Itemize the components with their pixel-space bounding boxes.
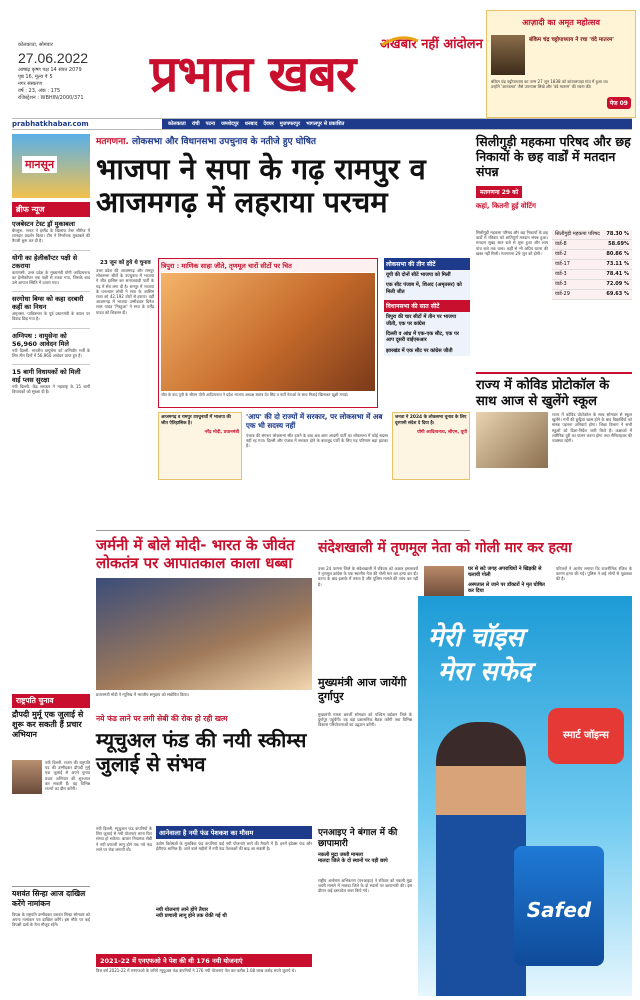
quote-yogi bbox=[392, 412, 470, 480]
sebi-footer-body: वित्त वर्ष 2021-22 में एनएफओ के जरिये म्यूचुअल फंड कंपनियों ने 176 नयी योजनाएं पेश कर करीब 1.08 लाख करोड़ रुपये जुटाये थे। bbox=[96, 968, 296, 973]
vidhan-bullet: त्रिपुरा की चार सीटों में तीन पर भाजपा जीती, एक पर कांग्रेस bbox=[386, 314, 457, 327]
nav-dhanbad[interactable]: धनबाद bbox=[244, 121, 258, 127]
sebi-footer: 2021-22 में एनएफओ ने पेश की थी 176 नयी योजनाएं bbox=[96, 954, 312, 967]
brief-title: सरगोधा बिग्स को कहा दरबारी कहीं का निधन bbox=[12, 295, 84, 312]
president-body: नयी दिल्ली. राजग की राष्ट्रपति पद की उम्मीदवार द्रौपदी मुर्मू एक जुलाई से अपने चुनाव प्रचार अभियान की शुरुआत कर सकती हैं। वह विभिन्न राज्यों का दौरा करेंगी। bbox=[12, 760, 90, 880]
nav-deoghar[interactable]: देवघर bbox=[263, 121, 274, 127]
logo[interactable] bbox=[150, 44, 480, 104]
sandeshkhali-headline[interactable]: संदेशखाली में तृणमूल नेता को गोली मार कर हत्या bbox=[318, 540, 572, 556]
brief-item-1[interactable] bbox=[12, 250, 90, 286]
nia-bullets bbox=[318, 852, 412, 865]
result-value: 78.41 % bbox=[606, 271, 629, 277]
sandeshkhali-body-2: परिजनों ने आरोप लगाया कि राजनीतिक रंजिश के कारण हत्या की गई। पुलिस ने कई लोगों से पूछताछ की है। bbox=[556, 566, 632, 582]
sebi-headline: म्यूचुअल फंड की नयी स्कीम्स जुलाई से संभव bbox=[96, 728, 307, 776]
masthead-meta bbox=[18, 42, 138, 102]
quote-author: नरेंद्र मोदी, प्रधानमंत्री bbox=[204, 430, 239, 436]
nav-links bbox=[162, 119, 632, 129]
result-row bbox=[552, 240, 632, 250]
left-column bbox=[12, 134, 90, 674]
brief-heading: ब्रीफ न्यूज bbox=[12, 202, 90, 217]
masthead bbox=[0, 0, 640, 118]
logo-swoosh-icon bbox=[380, 32, 420, 44]
sebi-bullet: नयी योजनाएं लाने होंगे तैयार bbox=[156, 907, 208, 913]
page-info: पृष्ठ 16, मूल्य ₹ 5 bbox=[18, 74, 53, 80]
sebi-body: नयी दिल्ली. म्यूचुअल फंड कंपनियों के लिए जुलाई से नयी योजनाएं लाना फिर संभव हो सकेगा। बाजार नियामक सेबी ने नयी प्रणाली लागू होने तक नये फंड लाने पर रोक लगायी थी। bbox=[96, 826, 152, 852]
brief-title: योगी का हेलीकॉप्टर पक्षी से टकराया bbox=[12, 253, 78, 270]
result-value: 69.63 % bbox=[606, 291, 629, 297]
sinha-body: विपक्ष के राष्ट्रपति उम्मीदवार यशवंत सिन्हा सोमवार को अपना नामांकन पत्र दाखिल करेंगे। इस मौके पर कई विपक्षी दलों के नेता मौजूद रहेंगे। bbox=[12, 912, 90, 928]
nav-bar bbox=[12, 118, 632, 130]
promo-body: बंकिम चंद्र चट्टोपाध्याय का जन्म 27 जून 1838 को कांठालपाड़ा गांव में हुआ था। उन्होंने 'आनंदमठ' जैसे उपन्यास लिखे और 'वंदे मातरम' की रचना की। bbox=[491, 79, 609, 90]
cm-durgapur-headline[interactable]: मुख्यमंत्री आज जायेंगी दुर्गापुर bbox=[318, 676, 407, 703]
tripura-caption: जीत के बाद यूपी के सीएम योगी आदित्यनाथ ने प्रदेश भाजपा अध्यक्ष स्वतंत्र देव सिंह व पार्टी नेताओं के साथ मिठाई खिलाकर खुशी मनाई। bbox=[161, 392, 349, 397]
murmu-photo bbox=[12, 760, 42, 794]
promo-subtitle: बंकिम चंद्र चट्टोपाध्याय ने रचा 'वंदे मातरम' bbox=[529, 37, 614, 43]
result-row bbox=[552, 250, 632, 260]
vidhan-bullet: दिल्ली व आंध्र में एक-एक सीट, एक पर आप दूसरी वाईएसआर bbox=[386, 331, 459, 344]
vidhan-title: विधानसभा की सात सीटें bbox=[384, 300, 470, 312]
sandeshkhali-bullet: अस्पताल ले जाने पर डॉक्टरों ने मृत घोषित कर दिया bbox=[468, 581, 545, 595]
germany-story[interactable] bbox=[96, 536, 312, 572]
result-label: वार्ड-17 bbox=[555, 261, 570, 267]
monsoon-title: मानसून bbox=[22, 156, 57, 173]
brief-body: वाराणसी. उत्तर प्रदेश के मुख्यमंत्री योगी आदित्यनाथ का हेलीकॉप्टर एक पक्षी से टकरा गया, जिसके बाद उसे आपात स्थिति में उतारा गया। bbox=[12, 269, 90, 286]
ad-model bbox=[436, 722, 526, 996]
nia-headline[interactable]: एनआइए ने बंगाल में की छापामारी bbox=[318, 828, 398, 849]
nav-muzaffarpur[interactable]: मुजफ्फरपुर bbox=[279, 121, 301, 127]
sebi-bullet: नयी प्रणाली लागू होने तक रोकी गई थी bbox=[156, 913, 227, 920]
brief-body: नयी दिल्ली. भारतीय वायुसेना को अग्निवीर भर्ती के लिए तीन दिनों में 56,960 आवेदन प्राप्त हुए हैं। bbox=[12, 347, 90, 358]
hindi-date: आषाढ़ कृष्ण पक्ष 14 संवत 2079 bbox=[18, 67, 82, 73]
ad-badge: स्मार्ट जॉइन्स bbox=[548, 708, 624, 764]
covid-photo bbox=[476, 412, 548, 468]
nav-jamshedpur[interactable]: जमशेदपुर bbox=[221, 121, 239, 127]
june23-tag: 23 जून को हुये थे चुनाव bbox=[100, 260, 151, 266]
result-value: 72.09 % bbox=[606, 281, 629, 287]
nia-bullet: मालदा जिले के दो स्थानों पर पड़ी छापे bbox=[318, 858, 388, 865]
result-row bbox=[552, 280, 632, 290]
edition-label: कोलकाता, सोमवार bbox=[18, 42, 53, 48]
sandeshkhali-body: उत्तर 24 परगना जिले के संदेशखाली में रविवार को अज्ञात हमलावरों ने तृणमूल कांग्रेस के एक स्थानीय नेता की गोली मार कर हत्या कर दी। घटना के बाद इलाके में तनाव है और पुलिस मामले की जांच कर रही है। bbox=[318, 566, 418, 587]
brief-title: 15 बागी विधायकों को मिली वाई प्लस सुरक्षा bbox=[12, 368, 81, 385]
masthead-date: 27.06.2022 bbox=[18, 50, 89, 66]
lokhsbha-title: लोकसभा की तीन सीटें bbox=[384, 258, 470, 270]
monsoon-ad[interactable] bbox=[12, 134, 90, 198]
result-label: वार्ड-3 bbox=[555, 281, 567, 287]
lokhsbha-box bbox=[384, 258, 470, 356]
promo-page-ref: पेज 09 bbox=[607, 97, 631, 109]
sandeshkhali-bullet: घर से सटे जगह अपराधियों ने खिड़की से चलायी गोली bbox=[468, 566, 542, 579]
sebi-box bbox=[156, 826, 312, 950]
nav-patna[interactable]: पटना bbox=[205, 121, 216, 127]
covid-headline[interactable]: राज्य में कोविड प्रोटोकॉल के साथ आज से खुलेंगे स्कूल bbox=[476, 372, 632, 410]
nav-ranchi[interactable]: रांची bbox=[191, 121, 200, 127]
lead-headline: भाजपा ने सपा के गढ़ रामपुर व आजमगढ़ में लहराया परचम bbox=[96, 152, 426, 220]
aap-story[interactable] bbox=[246, 412, 388, 522]
result-value: 73.11 % bbox=[606, 261, 629, 267]
lead-body: उत्तर प्रदेश की आजमगढ़ और रामपुर लोकसभा सीटों के उपचुनाव में भाजपा ने जीत हासिल कर समाजवादी पार्टी के गढ़ में सेंध लगा दी है। रामपुर में भाजपा के घनश्याम लोधी ने सपा के आसिम राजा को 42,192 वोटों से हराया। वहीं आजमगढ़ में भाजपा उम्मीदवार दिनेश लाल यादव 'निरहुआ' ने सपा के धर्मेंद्र यादव को शिकस्त दी। bbox=[96, 268, 154, 315]
count-tag: मतगणना 29 को bbox=[476, 186, 522, 198]
result-row bbox=[552, 230, 632, 240]
result-value: 78.30 % bbox=[606, 231, 629, 237]
aap-body: पंजाब की संगरूर लोकसभा सीट हारने के बाद अब आम आदमी पार्टी का लोकसभा में कोई सदस्य नहीं रह गया। दिल्ली और पंजाब में सरकार होने के बावजूद पार्टी के लिए यह परिणाम बड़ा झटका है। bbox=[246, 433, 388, 449]
ad-brand: Safed bbox=[526, 898, 592, 922]
nav-kolkata[interactable]: कोलकाता bbox=[168, 121, 186, 127]
tagline: अखबार नहीं आंदोलन bbox=[380, 37, 483, 52]
lokhsbha-bullet: एक सीट पंजाब में, शिअद (अमृतसर) को मिली जीत bbox=[386, 282, 462, 295]
brief-body: अमृतसर. पाकिस्तान के पूर्व प्रधानमंत्री के बयान पर विवाद छिड़ गया है। bbox=[12, 311, 90, 322]
brief-body: बेंगलुरू. भारत ने इंग्लैंड के खिलाफ टेस्ट सीरीज में शानदार प्रदर्शन किया। टीम ने निर्णायक मुकाबले की तैयारी शुरू कर दी है। bbox=[12, 228, 90, 244]
right-top-story[interactable] bbox=[476, 134, 632, 211]
result-value: 80.86 % bbox=[606, 251, 629, 257]
germany-caption: प्रधानमंत्री मोदी ने म्यूनिख में भारतीय समुदाय को संबोधित किया। bbox=[96, 692, 190, 697]
lokhsbha-bullet: यूपी की दोनों सीटें भाजपा को मिलीं bbox=[386, 272, 451, 278]
safed-ad[interactable] bbox=[418, 596, 632, 996]
tripura-box[interactable] bbox=[158, 258, 378, 408]
ad-pack bbox=[514, 846, 604, 966]
sebi-box-body: उद्योग विशेषज्ञों के मुताबिक फंड कंपनियां कई नयी योजनाएं लाने की तैयारी में हैं। इनमें इंडेक्स फंड और ईटीएफ शामिल हैं। आने वाले महीनों में नयी फंड पेशकशों की बाढ़ आ सकती है। bbox=[156, 841, 312, 852]
result-row bbox=[552, 270, 632, 280]
promo-title: आज़ादी का अमृत महोत्सव bbox=[522, 18, 600, 27]
siliguri-headline: सिलीगुड़ी महकमा परिषद और छह निकायों के छह वार्डों में मतदान संपन्न bbox=[476, 134, 631, 179]
siliguri-body: सिलीगुड़ी महकमा परिषद और छह निकायों के छह वार्डों में रविवार को शांतिपूर्ण मतदान संपन्न हुआ। मतदान सुबह सात बजे से शुरू हुआ और शाम पांच बजे तक चला। कहीं से भी अप्रिय घटना की खबर नहीं मिली। मतगणना 29 जून को होगी। bbox=[476, 230, 548, 256]
result-value: 58.69% bbox=[608, 241, 629, 247]
brief-body: नयी दिल्ली. केंद्र सरकार ने महाराष्ट्र के 15 बागी विधायकों को सुरक्षा दी है। bbox=[12, 384, 90, 395]
tripura-photo bbox=[161, 273, 375, 391]
promo-box[interactable] bbox=[486, 10, 636, 118]
sebi-kicker: नये फंड लाने पर लगी सेबी की रोक हो रही खत्म bbox=[96, 714, 228, 723]
result-label: वार्ड-3 bbox=[555, 271, 567, 277]
brief-item-0[interactable] bbox=[12, 220, 90, 244]
poll-results bbox=[552, 230, 632, 300]
ad-line-1: मेरी चॉइस bbox=[428, 623, 524, 653]
sebi-sub: आनेवाला है नयी फंड पेशकश का मौसम bbox=[156, 826, 312, 839]
quote-modi bbox=[158, 412, 242, 480]
tripura-heading: त्रिपुरा : माणिक साहा जीते, तृणमूल चारों सीटों पर चित bbox=[159, 259, 377, 272]
logo-text: प्रभात खबर bbox=[150, 45, 356, 103]
quote-text: आजमगढ़ व रामपुर उपचुनावों में भाजपा की जीत ऐतिहासिक है। bbox=[161, 415, 231, 426]
city-edition: नगर संस्करण bbox=[18, 81, 43, 87]
brief-title: अग्निपथ : वायुसेना को 56,960 आवेदन मिले bbox=[12, 331, 69, 348]
lead-story[interactable] bbox=[96, 134, 470, 254]
registration: रजिस्ट्रेशन : WBHIN/2000/371 bbox=[18, 95, 84, 101]
ad-line-2: मेरा सफेद bbox=[438, 657, 532, 687]
result-row bbox=[552, 290, 632, 300]
result-label: वार्ड-29 bbox=[555, 291, 570, 297]
lead-kicker-row bbox=[96, 134, 470, 147]
covid-body: राज्य में कोविड प्रोटोकॉल के साथ सोमवार से स्कूल खुलेंगे। गर्मी की छुट्टियां खत्म होने के बाद विद्यार्थियों को मास्क पहनना अनिवार्य होगा। शिक्षा विभाग ने सभी स्कूलों को दिशा-निर्देश जारी किये हैं। कक्षाओं में शारीरिक दूरी का पालन करना होगा तथा सैनिटाइजर की व्यवस्था रहेगी। bbox=[476, 412, 632, 532]
result-row bbox=[552, 260, 632, 270]
sinha-headline[interactable]: यशवंत सिन्हा आज दाखिल करेंगे नामांकन bbox=[12, 886, 90, 908]
nia-body: राष्ट्रीय अन्वेषण अभिकरण (एनआइए) ने रविवार को नकली मुद्रा जब्ती मामले में मालदा जिले के दो स्थानों पर छापामारी की। इस दौरान कई दस्तावेज जब्त किये गये। bbox=[318, 878, 412, 894]
president-headline[interactable]: द्रौपदी मुर्मू एक जुलाई से शुरू कर सकती हैं प्रचार अभियान bbox=[12, 710, 84, 739]
cm-durgapur-body: मुख्यमंत्री ममता बनर्जी सोमवार को पश्चिम बर्दवान जिले के दुर्गापुर पहुंचेंगी। वह वहां प्रशासनिक बैठक करेंगी तथा विभिन्न विकास परियोजनाओं का उद्घाटन करेंगी। bbox=[318, 712, 412, 728]
president-tag: राष्ट्रपति चुनाव bbox=[12, 694, 90, 708]
aap-headline: 'आप' की दो राज्यों में सरकार, पर लोकसभा में अब एक भी सदस्य नहीं bbox=[246, 412, 383, 430]
website-link[interactable]: prabhatkhabar.com bbox=[12, 120, 89, 128]
result-label: वार्ड-8 bbox=[555, 241, 567, 247]
divider bbox=[96, 530, 470, 531]
lead-kicker: मतगणना. bbox=[96, 137, 129, 147]
brief-item-3[interactable] bbox=[12, 328, 90, 358]
nav-bhagalpur[interactable]: भागलपुर से प्रकाशित bbox=[306, 121, 345, 127]
result-label: सिलीगुड़ी महकमा परिषद bbox=[555, 231, 600, 237]
brief-item-2[interactable] bbox=[12, 291, 90, 321]
germany-headline: जर्मनी में बोले मोदी- भारत के जीवंत लोकतंत्र पर आपातकाल काला धब्बा bbox=[96, 536, 295, 572]
sandeshkhali-bullets bbox=[468, 566, 552, 595]
quote-author: योगी आदित्यनाथ, सीएम, यूपी bbox=[417, 430, 467, 436]
nia-bullet: नकली मुद्रा जब्ती मामला bbox=[318, 852, 363, 858]
sebi-story[interactable] bbox=[96, 714, 312, 776]
brief-title: एजबेस्टन टेस्ट ड्रॉ मुकाबला bbox=[12, 220, 75, 228]
brief-item-4[interactable] bbox=[12, 364, 90, 394]
germany-photo bbox=[96, 578, 312, 690]
vidhan-bullet: झारखंड में एक सीट पर कांग्रेस जीती bbox=[386, 347, 453, 354]
quote-text: जनता ने 2024 के लोकसभा चुनाव के लिए दूरगामी संदेश दे दिया है। bbox=[395, 415, 467, 426]
result-label: वार्ड-2 bbox=[555, 251, 567, 257]
volume: वर्ष : 23, अंक : 175 bbox=[18, 88, 61, 94]
poll-heading: कहां, कितनी हुई वोटिंग bbox=[476, 202, 536, 210]
lead-kicker-text: लोकसभा और विधानसभा उपचुनाव के नतीजे हुए घोषित bbox=[131, 137, 317, 147]
promo-image bbox=[491, 35, 525, 75]
